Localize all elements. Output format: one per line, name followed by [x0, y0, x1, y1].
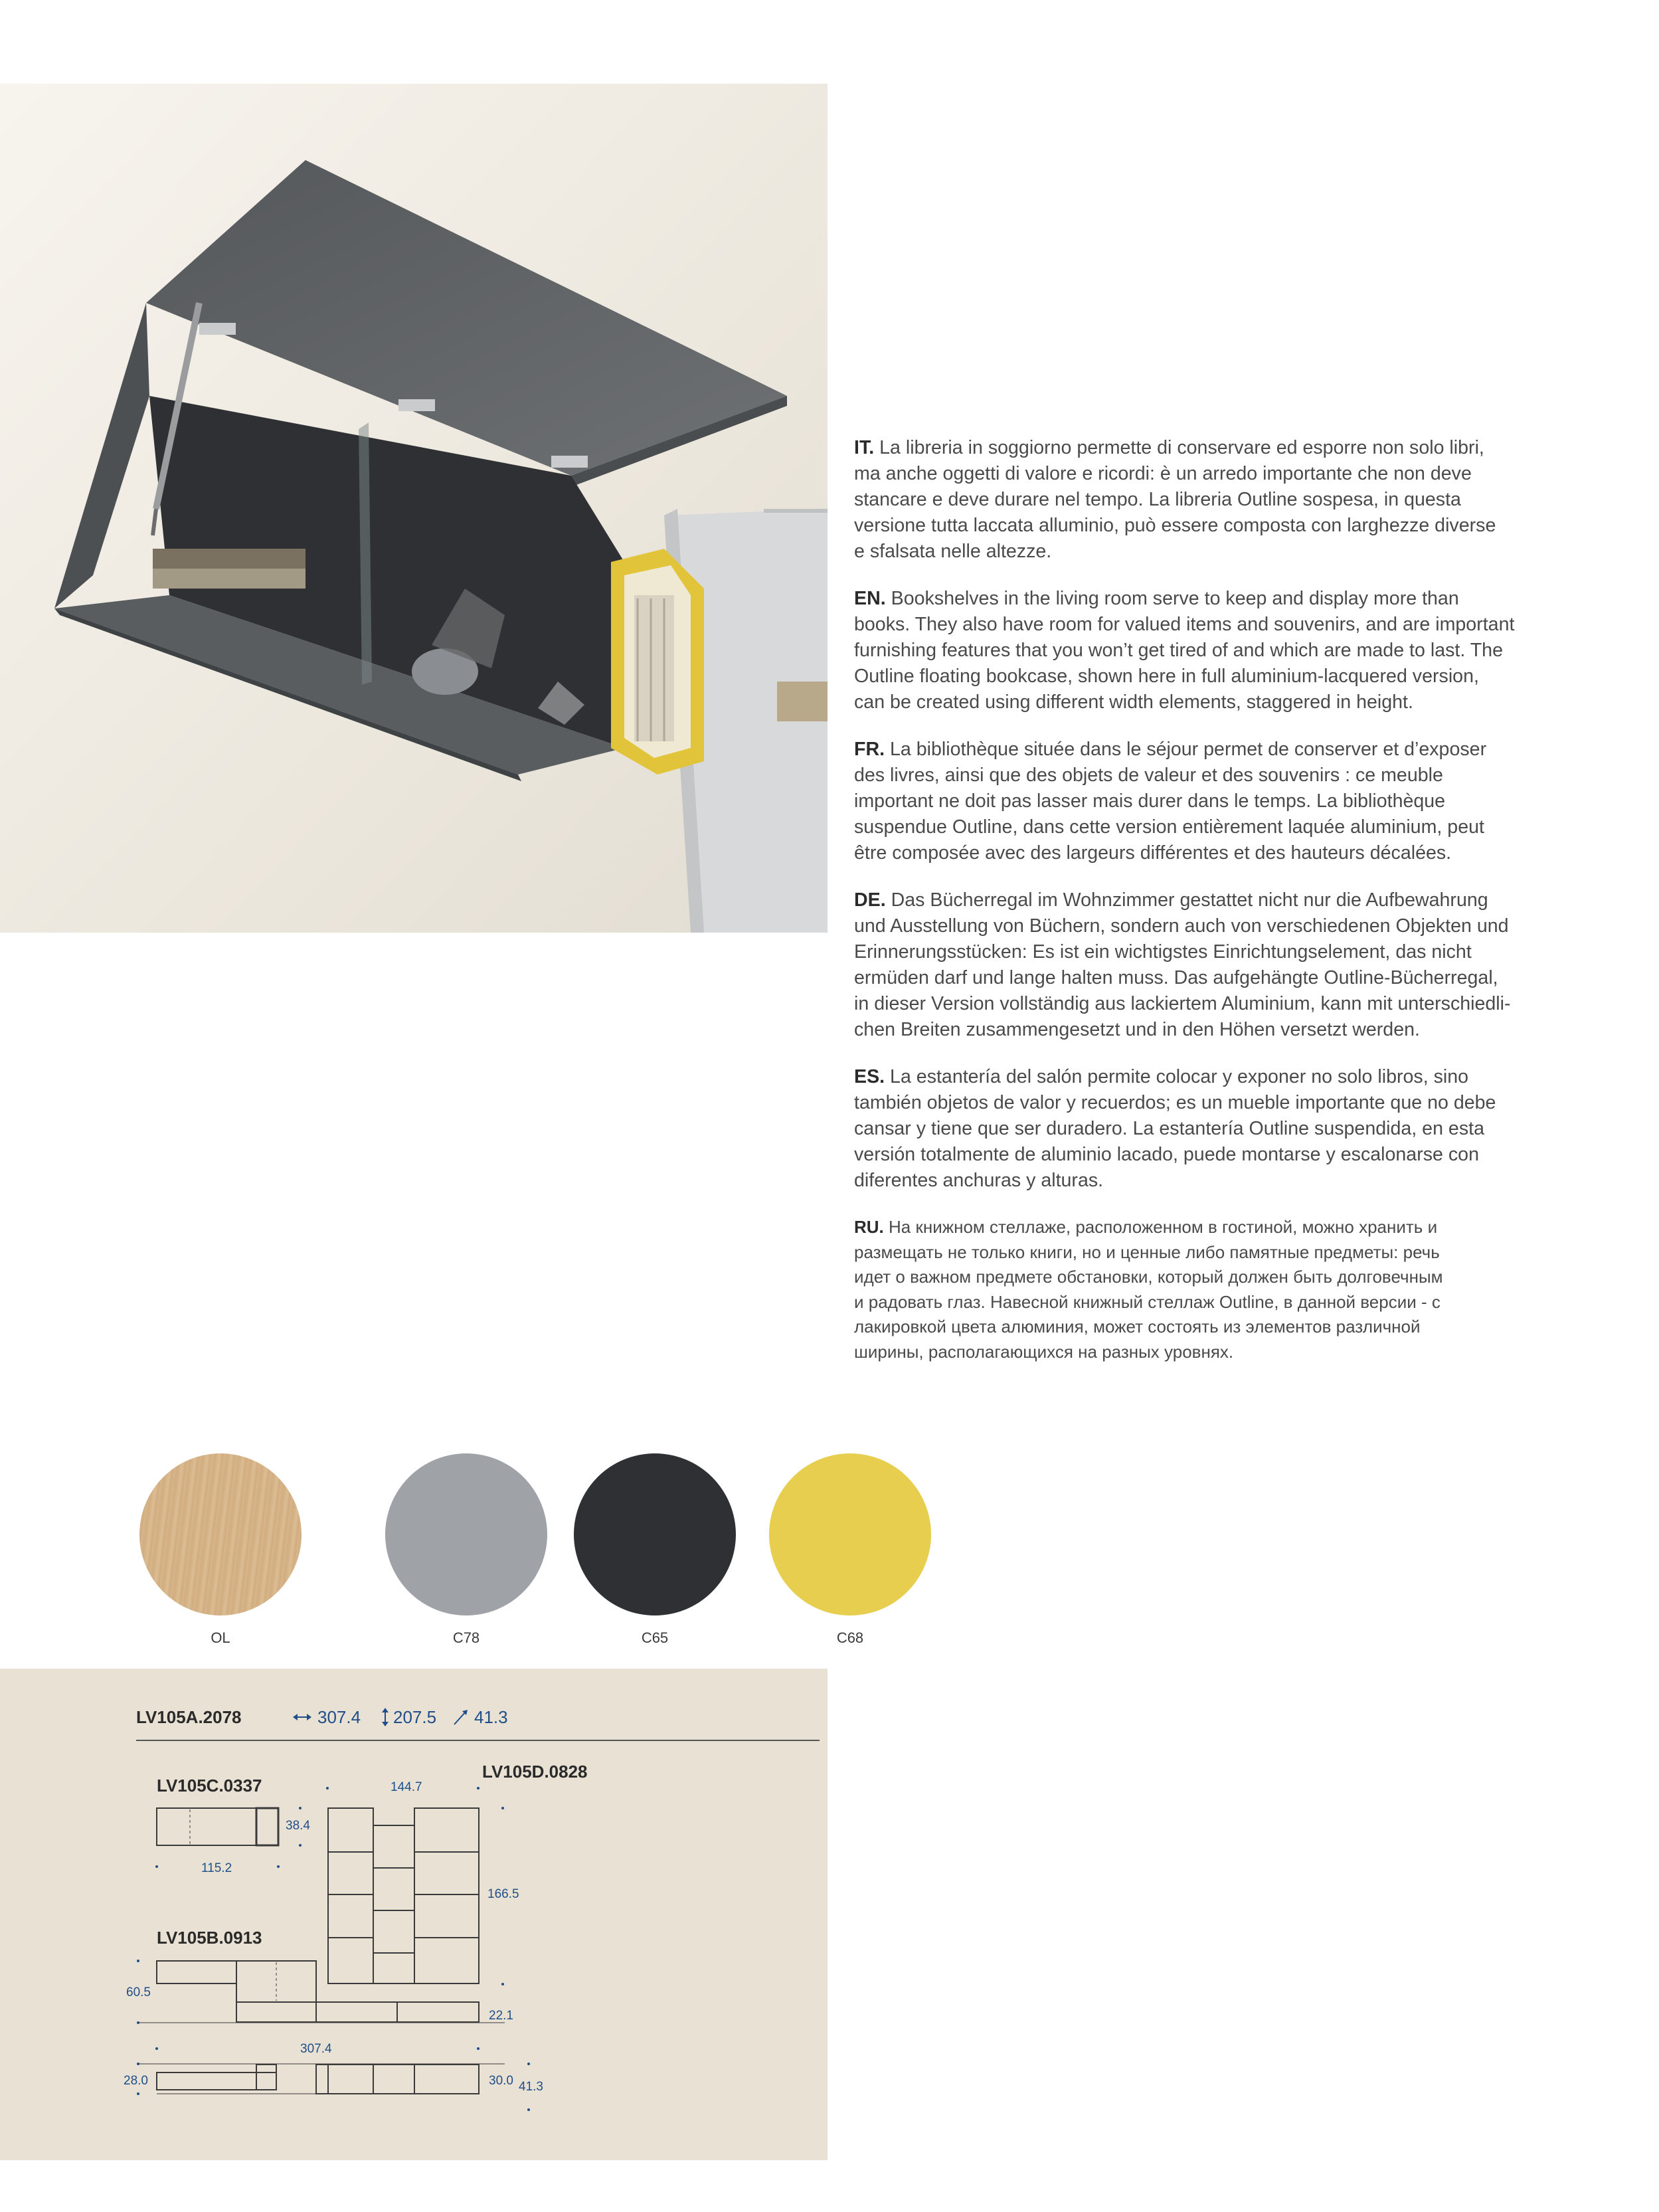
text-line: лакировкой цвета алюминия, может состоять из элементов различной [854, 1317, 1421, 1336]
paragraph-en [854, 586, 1545, 715]
paragraph-ru [854, 1215, 1545, 1364]
swatch-ol [139, 1453, 302, 1615]
module-c-drawing [157, 1808, 278, 1845]
technical-drawing [0, 1669, 828, 2160]
lang-label-en: EN. [854, 588, 886, 609]
swatch-c68 [769, 1453, 931, 1615]
plan-right-depth: 30.0 [489, 2074, 513, 2088]
module-b-code: LV105B.0913 [157, 1928, 262, 1948]
vertical-arrow-icon [382, 1708, 389, 1726]
text-line: diferentes anchuras y alturas. [854, 1170, 1104, 1191]
text-line: stancare e deve durare nel tempo. La libreria Outline sospesa, in questa [854, 489, 1461, 510]
text-line: und Ausstellung von Büchern, sondern auch von verschiedenen Objekten und [854, 915, 1509, 937]
swatch-c78 [385, 1453, 547, 1615]
text-line: Outline floating bookcase, shown here in full aluminium-lacquered version, [854, 666, 1479, 687]
swatch-label-c65: C65 [641, 1629, 669, 1646]
plan-left-depth: 28.0 [124, 2074, 148, 2088]
text-line: Bookshelves in the living room serve to keep and display more than [885, 588, 1459, 609]
dim-markers [137, 1787, 530, 2111]
text-line: идет о важном предмете обстановки, который должен быть долговечным [854, 1267, 1443, 1287]
text-line: furnishing features that you won’t get tired of and which are made to last. The [854, 640, 1503, 661]
text-line: Erinnerungsstücken: Es ist ein wichtigstes Einrichtungselement, das nicht [854, 941, 1472, 963]
text-line: ermüden darf und lange halten muss. Das aufgehängte Outline-Bücherregal, [854, 967, 1498, 988]
bookcase-photo-illustration [0, 84, 828, 933]
module-b-plinth: 22.1 [489, 2009, 513, 2023]
text-line: important ne doit pas lasser mais durer dans le temps. La bibliothèque [854, 790, 1446, 812]
text-line: ma anche oggetti di valore e ricordi: è un arredo importante che non deve [854, 463, 1472, 484]
text-line: suspendue Outline, dans cette version entièrement laquée aluminium, peut [854, 816, 1484, 838]
module-d-code: LV105D.0828 [482, 1762, 588, 1782]
module-c-width: 115.2 [201, 1861, 232, 1875]
module-b-drawing [138, 1961, 505, 2023]
description-column [854, 435, 1545, 1386]
swatch-label-ol: OL [211, 1629, 230, 1646]
main-width: 307.4 [317, 1707, 361, 1727]
paragraph-de [854, 887, 1545, 1043]
overall-width: 307.4 [300, 2042, 332, 2056]
module-b-height: 60.5 [126, 1985, 151, 1999]
text-line: e sfalsata nelle altezze. [854, 541, 1052, 562]
text-line: Das Bücherregal im Wohnzimmer gestattet nicht nur die Aufbewahrung [885, 889, 1488, 911]
lang-label-ru: RU. [854, 1217, 884, 1237]
swatch-label-c68: C68 [836, 1629, 864, 1646]
text-line: des livres, ainsi que des objets de valeur et des souvenirs : ce meuble [854, 765, 1443, 786]
text-line: размещать не только книги, но и ценные либо памятные предметы: речь [854, 1242, 1440, 1262]
text-line: ширины, располагающихся на разных уровнях. [854, 1341, 1234, 1362]
lang-label-de: DE. [854, 889, 886, 911]
module-d-drawing [328, 1808, 479, 1983]
plan-view-drawing [138, 2064, 505, 2094]
text-line: и радовать глаз. Навесной книжный стеллаж Outline, в данной версии - с [854, 1291, 1441, 1312]
module-d-height: 166.5 [487, 1887, 519, 1901]
text-line: La bibliothèque située dans le séjour permet de conserver et d’exposer [885, 739, 1487, 760]
text-line: chen Breiten zusammengesetzt und in den Höhen versetzt werden. [854, 1019, 1420, 1040]
text-line: être composée avec des largeurs différentes et des hauteurs décalées. [854, 842, 1452, 864]
lang-label-it: IT. [854, 437, 875, 458]
horizontal-arrow-icon [293, 1714, 311, 1720]
text-line: La estantería del salón permite colocar y exponer no solo libros, sino [885, 1066, 1469, 1087]
plan-total-depth: 41.3 [519, 2080, 543, 2094]
swatch-c65 [574, 1453, 736, 1615]
main-code: LV105A.2078 [136, 1707, 242, 1727]
paragraph-it [854, 435, 1545, 565]
text-line: can be created using different width elements, staggered in height. [854, 691, 1413, 713]
text-line: versione tutta laccata alluminio, può essere composta con larghezze diverse [854, 515, 1496, 536]
paragraph-fr [854, 737, 1545, 866]
lang-label-es: ES. [854, 1066, 885, 1087]
module-d-width: 144.7 [391, 1780, 422, 1794]
text-line: cansar y tiene que ser duradero. La estantería Outline suspendida, en esta [854, 1118, 1484, 1139]
module-c-height: 38.4 [286, 1819, 310, 1833]
text-line: in dieser Version vollständig aus lackiertem Aluminium, kann mit unterschiedli- [854, 993, 1511, 1014]
main-depth: 41.3 [474, 1707, 508, 1727]
text-line: La libreria in soggiorno permette di conservare ed esporre non solo libri, [874, 437, 1484, 458]
paragraph-es [854, 1064, 1545, 1194]
text-line: versión totalmente de aluminio lacado, puede montarse y escalonarse con [854, 1144, 1479, 1165]
swatch-label-c78: C78 [452, 1629, 480, 1646]
text-line: books. They also have room for valued items and souvenirs, and are important [854, 614, 1515, 635]
diagonal-arrow-icon [454, 1710, 468, 1724]
text-line: На книжном стеллаже, расположенном в гостиной, можно хранить и [883, 1217, 1438, 1237]
main-height: 207.5 [393, 1707, 437, 1727]
module-c-code: LV105C.0337 [157, 1776, 262, 1796]
text-line: también objetos de valor y recuerdos; es un mueble importante que no debe [854, 1092, 1496, 1113]
technical-panel [0, 1669, 828, 2160]
product-photo [0, 84, 828, 933]
lang-label-fr: FR. [854, 739, 885, 760]
